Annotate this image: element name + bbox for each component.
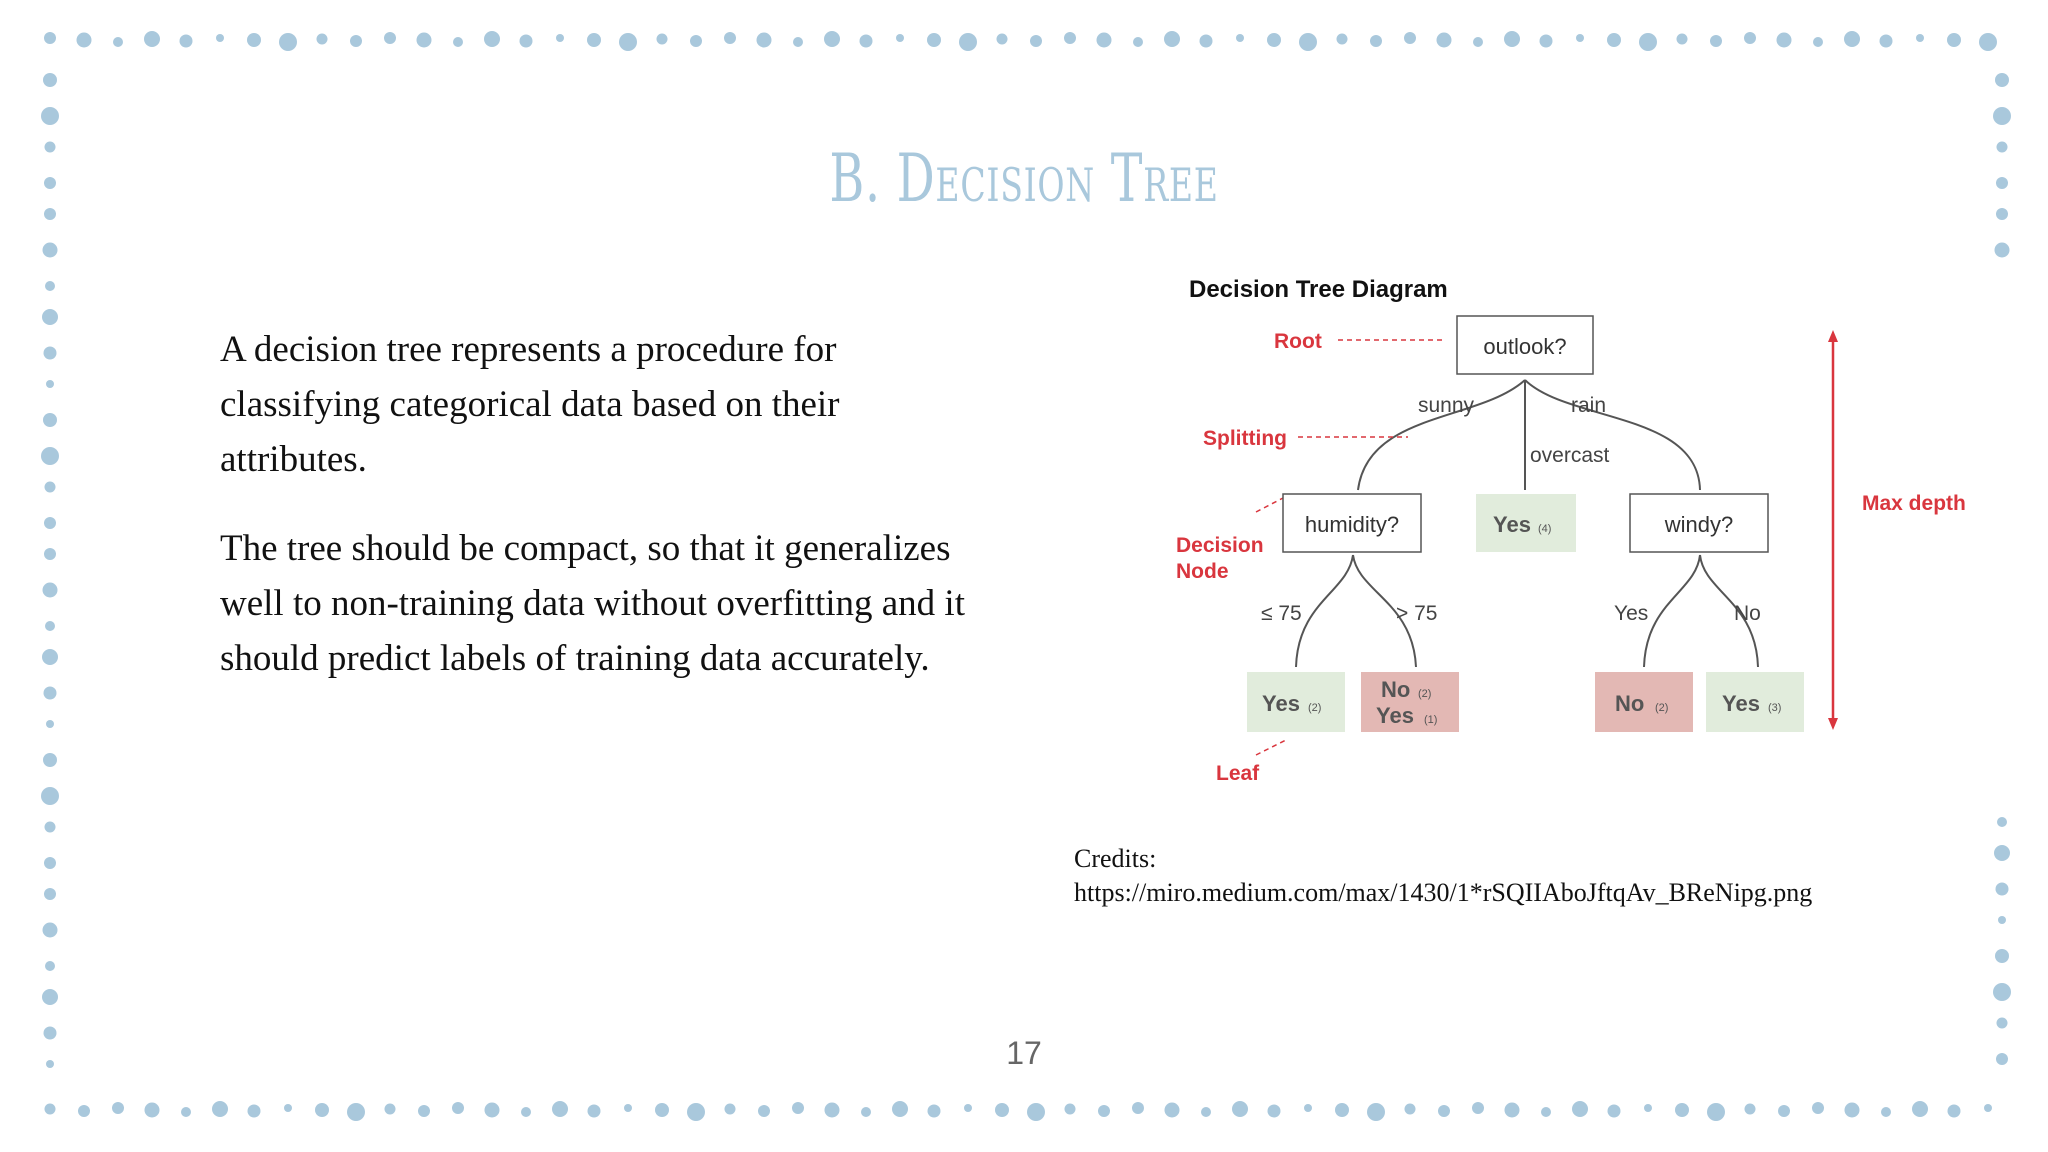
border-dot (619, 33, 637, 51)
border-dot (1367, 1103, 1385, 1121)
border-dot (1267, 33, 1281, 47)
border-dot (1996, 883, 2009, 896)
border-dot (45, 281, 55, 291)
svg-text:(2): (2) (1308, 702, 1322, 714)
label-node: Node (1176, 560, 1229, 583)
edge-label-rain: rain (1571, 394, 1607, 417)
decision-tree-diagram (1168, 262, 1998, 822)
border-dot (113, 37, 123, 47)
credits (1074, 842, 1994, 910)
border-dot (145, 1103, 160, 1118)
border-dot (1576, 34, 1584, 42)
svg-text:No: No (1615, 691, 1645, 716)
border-dot (45, 822, 56, 833)
border-dot (892, 1101, 908, 1117)
border-dot (1813, 37, 1823, 47)
border-dot (964, 1104, 972, 1112)
slide-title: B. Decision Tree (829, 140, 1219, 217)
border-dot (1912, 1101, 1928, 1117)
diagram-title: Decision Tree Diagram (1189, 276, 1448, 303)
border-dot (1639, 33, 1657, 51)
border-dot (1541, 1107, 1551, 1117)
node-outlook-label: outlook? (1483, 334, 1567, 359)
svg-text:Yes: Yes (1376, 703, 1414, 728)
svg-text:(2): (2) (1418, 688, 1432, 700)
border-dot (417, 33, 432, 48)
border-dot (825, 1103, 840, 1118)
border-dot (212, 1101, 228, 1117)
border-dot (45, 142, 56, 153)
border-dot (1778, 1105, 1790, 1117)
border-dot (521, 1107, 531, 1117)
border-dot (1404, 32, 1416, 44)
border-dot (317, 34, 328, 45)
border-dot (1998, 916, 2006, 924)
border-dot (44, 888, 56, 900)
border-dot (1880, 35, 1893, 48)
svg-text:Yes: Yes (1722, 691, 1760, 716)
border-dot (46, 380, 54, 388)
border-dot (44, 687, 57, 700)
border-dot (757, 33, 772, 48)
border-dot (43, 753, 57, 767)
leaf-gt75-mixed (1361, 672, 1459, 732)
border-dot (1744, 32, 1756, 44)
border-dot (44, 177, 56, 189)
border-dot (896, 34, 904, 42)
border-dot (1437, 33, 1452, 48)
border-dot (43, 243, 58, 258)
border-dot (1236, 34, 1244, 42)
border-dot (44, 517, 56, 529)
border-dot (1030, 35, 1042, 47)
border-dot (44, 32, 56, 44)
border-dot (1370, 35, 1382, 47)
node-windy (1630, 494, 1768, 552)
border-dot (1540, 35, 1553, 48)
border-dot (44, 208, 56, 220)
border-dot (1027, 1103, 1045, 1121)
label-max-depth: Max depth (1862, 492, 1966, 515)
border-dot (1299, 33, 1317, 51)
border-dot (1304, 1104, 1312, 1112)
border-dot (687, 1103, 705, 1121)
border-dot (928, 1105, 941, 1118)
credits-label: Credits: (1074, 844, 1157, 873)
border-dot (995, 1103, 1009, 1117)
border-dot (1675, 1103, 1689, 1117)
decision-node-pointer (1256, 498, 1283, 512)
border-dot (725, 1104, 736, 1115)
border-dot (1993, 983, 2011, 1001)
border-dot (1608, 1105, 1621, 1118)
border-dot (758, 1105, 770, 1117)
border-dot (1232, 1101, 1248, 1117)
border-dot (1473, 37, 1483, 47)
border-dot (1065, 1104, 1076, 1115)
border-dot (1812, 1102, 1824, 1114)
border-dot (1777, 33, 1792, 48)
border-dot (657, 34, 668, 45)
border-dot (46, 720, 54, 728)
leaf-le75-yes (1247, 672, 1345, 732)
border-dot (384, 32, 396, 44)
border-dot (45, 961, 55, 971)
border-dot (42, 649, 58, 665)
border-dot (452, 1102, 464, 1114)
border-dot (1572, 1101, 1588, 1117)
paragraph-compactness: The tree should be compact, so that it generalizes well to non-training data without overfitting and it should predict labels of training data accurately. (220, 528, 965, 679)
edge-le75 (1296, 555, 1353, 667)
border-dot (997, 34, 1008, 45)
border-dot (247, 33, 261, 47)
border-dot (42, 309, 58, 325)
border-dot (1995, 243, 2010, 258)
border-dot (112, 1102, 124, 1114)
border-dot (520, 35, 533, 48)
label-splitting: Splitting (1203, 427, 1287, 450)
border-dot (1607, 33, 1621, 47)
border-dot (861, 1107, 871, 1117)
border-dot (78, 1105, 90, 1117)
border-dot (1644, 1104, 1652, 1112)
border-dot (1947, 33, 1961, 47)
border-dot (1993, 107, 2011, 125)
border-dot (792, 1102, 804, 1114)
border-dot (216, 34, 224, 42)
border-dot (1979, 33, 1997, 51)
border-dot (552, 1101, 568, 1117)
border-dot (1335, 1103, 1349, 1117)
leaf-windy-no-yes (1706, 672, 1804, 732)
border-dot (1948, 1105, 1961, 1118)
border-dot (1133, 37, 1143, 47)
border-dot (1097, 33, 1112, 48)
border-dot (315, 1103, 329, 1117)
border-dot (1845, 1103, 1860, 1118)
border-dot (1707, 1103, 1725, 1121)
border-dot (1997, 1018, 2008, 1029)
border-dot (453, 37, 463, 47)
border-dot (1064, 32, 1076, 44)
border-dot (144, 31, 160, 47)
border-dot (1996, 177, 2008, 189)
border-dot (43, 583, 58, 598)
node-humidity (1283, 494, 1421, 552)
border-dot (824, 31, 840, 47)
credits-url: https://miro.medium.com/max/1430/1*rSQIIAboJftqAv_BReNipg.png (1074, 878, 1813, 907)
node-outlook (1457, 316, 1593, 374)
border-dot (485, 1103, 500, 1118)
edge-label-gt75: > 75 (1396, 602, 1438, 625)
border-dot (1844, 31, 1860, 47)
border-dot (181, 1107, 191, 1117)
border-dot (77, 33, 92, 48)
border-dot (1505, 1103, 1520, 1118)
border-dot (1132, 1102, 1144, 1114)
edge-rain (1525, 380, 1700, 490)
svg-text:(3): (3) (1768, 702, 1782, 714)
edge-label-sunny: sunny (1418, 394, 1475, 417)
border-dot (1996, 208, 2008, 220)
svg-text:(4): (4) (1538, 523, 1552, 535)
svg-text:(2): (2) (1655, 702, 1669, 714)
border-dot (1994, 845, 2010, 861)
border-dot (1916, 34, 1924, 42)
border-dot (43, 923, 58, 938)
leaf-windy-yes-no (1595, 672, 1693, 732)
border-dot (44, 347, 57, 360)
border-dot (42, 989, 58, 1005)
border-dot (793, 37, 803, 47)
border-dot (279, 33, 297, 51)
border-dot (284, 1104, 292, 1112)
label-decision: Decision (1176, 534, 1264, 557)
border-dot (45, 1104, 56, 1115)
border-dot (624, 1104, 632, 1112)
edge-label-no: No (1734, 602, 1761, 625)
edge-windy-yes (1644, 555, 1700, 667)
border-dot (556, 34, 564, 42)
border-dot (860, 35, 873, 48)
leaf-pointer (1256, 740, 1286, 755)
border-dot (418, 1105, 430, 1117)
border-dot (1984, 1104, 1992, 1112)
border-dot (587, 33, 601, 47)
max-depth-arrow (1828, 330, 1838, 730)
border-dot (44, 548, 56, 560)
border-dot (350, 35, 362, 47)
page-number: 17 (1006, 1035, 1042, 1071)
border-dot (180, 35, 193, 48)
border-dot (588, 1105, 601, 1118)
border-dot (43, 413, 57, 427)
border-dot (655, 1103, 669, 1117)
border-dot (1164, 31, 1180, 47)
border-dot (43, 73, 57, 87)
border-dot (1710, 35, 1722, 47)
border-dot (45, 482, 56, 493)
leaf-overcast-yes (1476, 494, 1576, 552)
border-dot (1997, 817, 2007, 827)
border-dot (1405, 1104, 1416, 1115)
border-dot (1995, 73, 2009, 87)
border-dot (1881, 1107, 1891, 1117)
edge-label-overcast: overcast (1530, 444, 1610, 467)
svg-text:(1): (1) (1424, 714, 1438, 726)
paragraph-definition: A decision tree represents a procedure for classifying categorical data based on their attributes. (220, 329, 840, 480)
border-dot (45, 621, 55, 631)
body-text (220, 322, 980, 720)
border-dot (44, 857, 56, 869)
border-dot (1098, 1105, 1110, 1117)
edge-label-le75: ≤ 75 (1261, 602, 1302, 625)
border-dot (690, 35, 702, 47)
edge-label-yes: Yes (1614, 602, 1649, 625)
border-dot (1995, 949, 2009, 963)
border-dot (1438, 1105, 1450, 1117)
border-dot (347, 1103, 365, 1121)
svg-text:Yes: Yes (1493, 512, 1531, 537)
svg-text:No: No (1381, 677, 1411, 702)
border-dot (1997, 142, 2008, 153)
border-dot (248, 1105, 261, 1118)
border-dot (724, 32, 736, 44)
border-dot (1504, 31, 1520, 47)
border-dot (385, 1104, 396, 1115)
node-humidity-label: humidity? (1304, 512, 1400, 537)
label-root: Root (1274, 330, 1322, 353)
border-dot (927, 33, 941, 47)
border-dot (1472, 1102, 1484, 1114)
border-dot (1268, 1105, 1281, 1118)
border-dot (41, 447, 59, 465)
border-dot (1165, 1103, 1180, 1118)
border-dot (959, 33, 977, 51)
border-dot (1200, 35, 1213, 48)
border-dot (484, 31, 500, 47)
border-dot (41, 787, 59, 805)
label-leaf: Leaf (1216, 762, 1260, 785)
border-dot (41, 107, 59, 125)
border-dot (1337, 34, 1348, 45)
border-dot (1677, 34, 1688, 45)
border-dot (1745, 1104, 1756, 1115)
svg-text:Yes: Yes (1262, 691, 1300, 716)
node-windy-label: windy? (1664, 512, 1734, 537)
border-dot (1201, 1107, 1211, 1117)
